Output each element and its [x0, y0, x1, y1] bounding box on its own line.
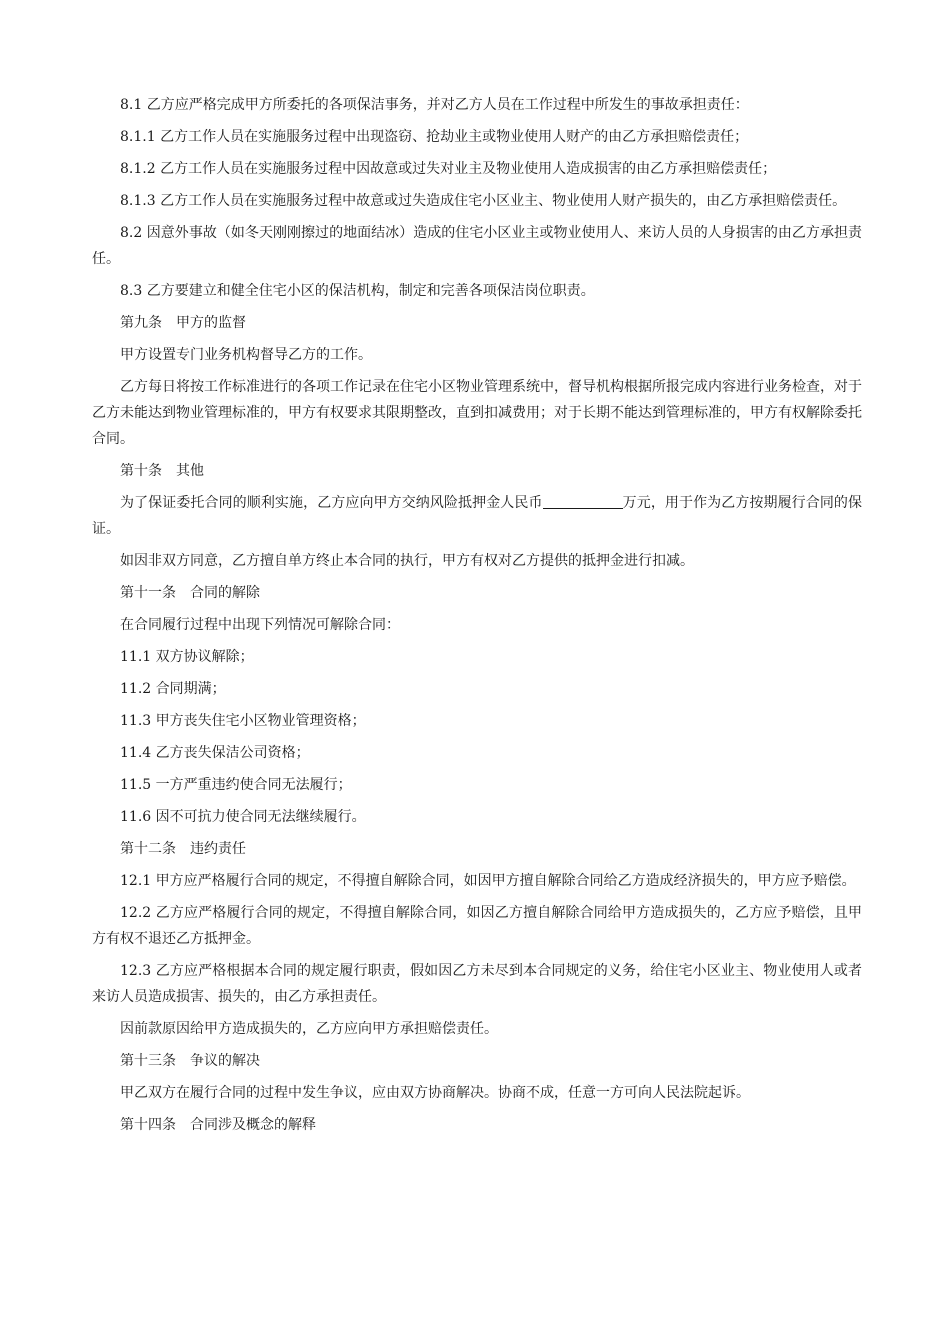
clause-11-3: 11.3 甲方丧失住宅小区物业管理资格；: [120, 713, 366, 729]
article-10-heading: 第十条 其他: [120, 463, 204, 479]
clause-12-2: 12.2 乙方应严格履行合同的规定，不得擅自解除合同，如因乙方擅自解除合同给甲方造成损失的，乙方应予赔偿，且甲方有权不退还乙方抵押金。: [92, 905, 862, 947]
clause-11-2: 11.2 合同期满；: [120, 681, 226, 697]
clause-12-1: 12.1 甲方应严格履行合同的规定，不得擅自解除合同，如因甲方擅自解除合同给乙方造成经济损失的，甲方应予赔偿。: [120, 873, 856, 889]
deposit-amount-blank: [543, 494, 623, 509]
contract-page: [92, 92, 862, 1138]
clause-8-2: 8.2 因意外事故（如冬天刚刚擦过的地面结冰）造成的住宅小区业主或物业使用人、来访人员的人身损害的由乙方承担责任。: [92, 225, 862, 267]
deposit-text-before: 为了保证委托合同的顺利实施，乙方应向甲方交纳风险抵押金人民币: [120, 495, 543, 511]
article-11-heading: 第十一条 合同的解除: [120, 585, 260, 601]
clause-11-5: 11.5 一方严重违约使合同无法履行；: [120, 777, 352, 793]
clause-12-3: 12.3 乙方应严格根据本合同的规定履行职责，假如因乙方未尽到本合同规定的义务，给住宅小区业主、物业使用人或者来访人员造成损害、损失的，由乙方承担责任。: [92, 963, 862, 1005]
clause-8-1-1: 8.1.1 乙方工作人员在实施服务过程中出现盗窃、抢劫业主或物业使用人财产的由乙方承担赔偿责任；: [120, 129, 749, 145]
deposit-text-after: 万元，用于作为乙方按期履行合同的保证。: [92, 495, 863, 537]
clause-8-3: 8.3 乙方要建立和健全住宅小区的保洁机构，制定和完善各项保洁岗位职责。: [120, 283, 595, 299]
article-12-heading: 第十二条 违约责任: [120, 841, 246, 857]
article-11-intro: 在合同履行过程中出现下列情况可解除合同：: [120, 617, 400, 633]
article-13-heading: 第十三条 争议的解决: [120, 1053, 260, 1069]
clause-11-6: 11.6 因不可抗力使合同无法继续履行。: [120, 809, 366, 825]
clause-8-1-2: 8.1.2 乙方工作人员在实施服务过程中因故意或过失对业主及物业使用人造成损害的由乙方承担赔偿责任；: [120, 161, 777, 177]
article-10-para-1: [92, 490, 862, 542]
article-14-heading: 第十四条 合同涉及概念的解释: [120, 1117, 316, 1133]
clause-8-1-3: 8.1.3 乙方工作人员在实施服务过程中故意或过失造成住宅小区业主、物业使用人财产损失的，由乙方承担赔偿责任。: [120, 193, 847, 209]
article-9-heading: 第九条 甲方的监督: [120, 315, 246, 331]
clause-11-1: 11.1 双方协议解除；: [120, 649, 254, 665]
article-10-para-2: 如因非双方同意，乙方擅自单方终止本合同的执行，甲方有权对乙方提供的抵押金进行扣减。: [120, 553, 694, 569]
article-13-para: 甲乙双方在履行合同的过程中发生争议，应由双方协商解决。协商不成，任意一方可向人民法院起诉。: [120, 1085, 750, 1101]
clause-12-4: 因前款原因给甲方造成损失的，乙方应向甲方承担赔偿责任。: [120, 1021, 498, 1037]
article-9-para-1: 甲方设置专门业务机构督导乙方的工作。: [120, 347, 372, 363]
clause-8-1: 8.1 乙方应严格完成甲方所委托的各项保洁事务，并对乙方人员在工作过程中所发生的事故承担责任：: [120, 97, 749, 113]
article-9-para-2: 乙方每日将按工作标准进行的各项工作记录在住宅小区物业管理系统中，督导机构根据所报完成内容进行业务检查，对于乙方未能达到物业管理标准的，甲方有权要求其限期整改，直到扣减费用；对于长期不能达到管理标准的，甲方有权解除委托合同。: [92, 379, 862, 447]
clause-11-4: 11.4 乙方丧失保洁公司资格；: [120, 745, 310, 761]
